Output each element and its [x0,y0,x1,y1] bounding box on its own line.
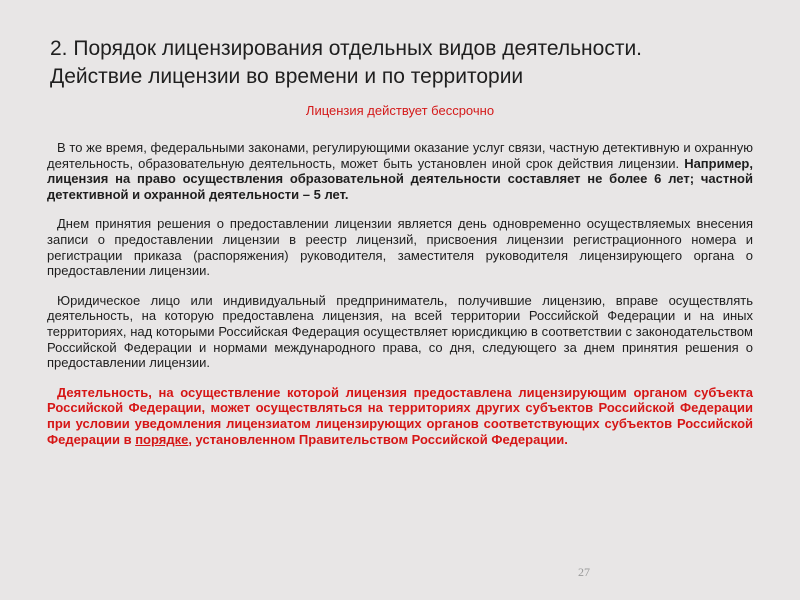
paragraph-regional-tail: , установленном Правительством Российской Федерации. [188,431,568,447]
slide-title [50,35,770,91]
paragraph-gap [47,279,753,293]
paragraph-term-example: Например, лицензия на право осуществления образовательной деятельности составляет не более 6 лет; частной детективной и охранной деятельности – 5 лет. [47,155,753,202]
title-line-1: 2. Порядок лицензирования отдельных видов деятельности. [50,37,643,60]
page-number: 27 [578,565,590,579]
paragraph-regional-text: Деятельность, на осуществление которой лицензия предоставлена лицензирующим органом субъекта Российской Федерации, может осуществляться на территориях других субъектов Российской Федерации при условии уведомления лицензиатом лицензирующих органов соответствующих субъектов Российской Федерации в [47,384,753,447]
subtitle: Лицензия действует бессрочно [305,103,495,118]
paragraph-gap [47,371,753,385]
title-line-2: Действие лицензии во времени и по территории [50,65,524,88]
procedure-link[interactable]: порядке [135,431,189,447]
paragraph-decision-date: Днем принятия решения о предоставлении лицензии является день одновременно осуществляемых внесения записи о предоставлении лицензии в реестр лицензий, присвоения лицензии регистрационного номера и регистрации приказа (распоряжения) руководителя, заместителя руководителя лицензирующего органа о предоставлении лицензии. [47,216,753,279]
paragraph-term-text: В то же время, федеральными законами, регулирующими оказание услуг связи, частную детективную и охранную деятельность, образовательную деятельность, может быть установлен иной срок действия лицензии. [47,140,753,171]
paragraph-term [47,140,753,202]
paragraph-territory: Юридическое лицо или индивидуальный предприниматель, получившие лицензию, вправе осуществлять деятельность, на которую предоставлена лицензия, на всей территории Российской Федерации и на иных территориях, над которыми Российская Федерация осуществляет юрисдикцию в соответствии с законодательством Российской Федерации и нормами международного права, со дня, следующего за днем принятия решения о предоставлении лицензии. [47,292,753,371]
paragraph-regional-license [47,385,753,447]
paragraph-gap [47,202,753,216]
slide-body [47,140,753,447]
